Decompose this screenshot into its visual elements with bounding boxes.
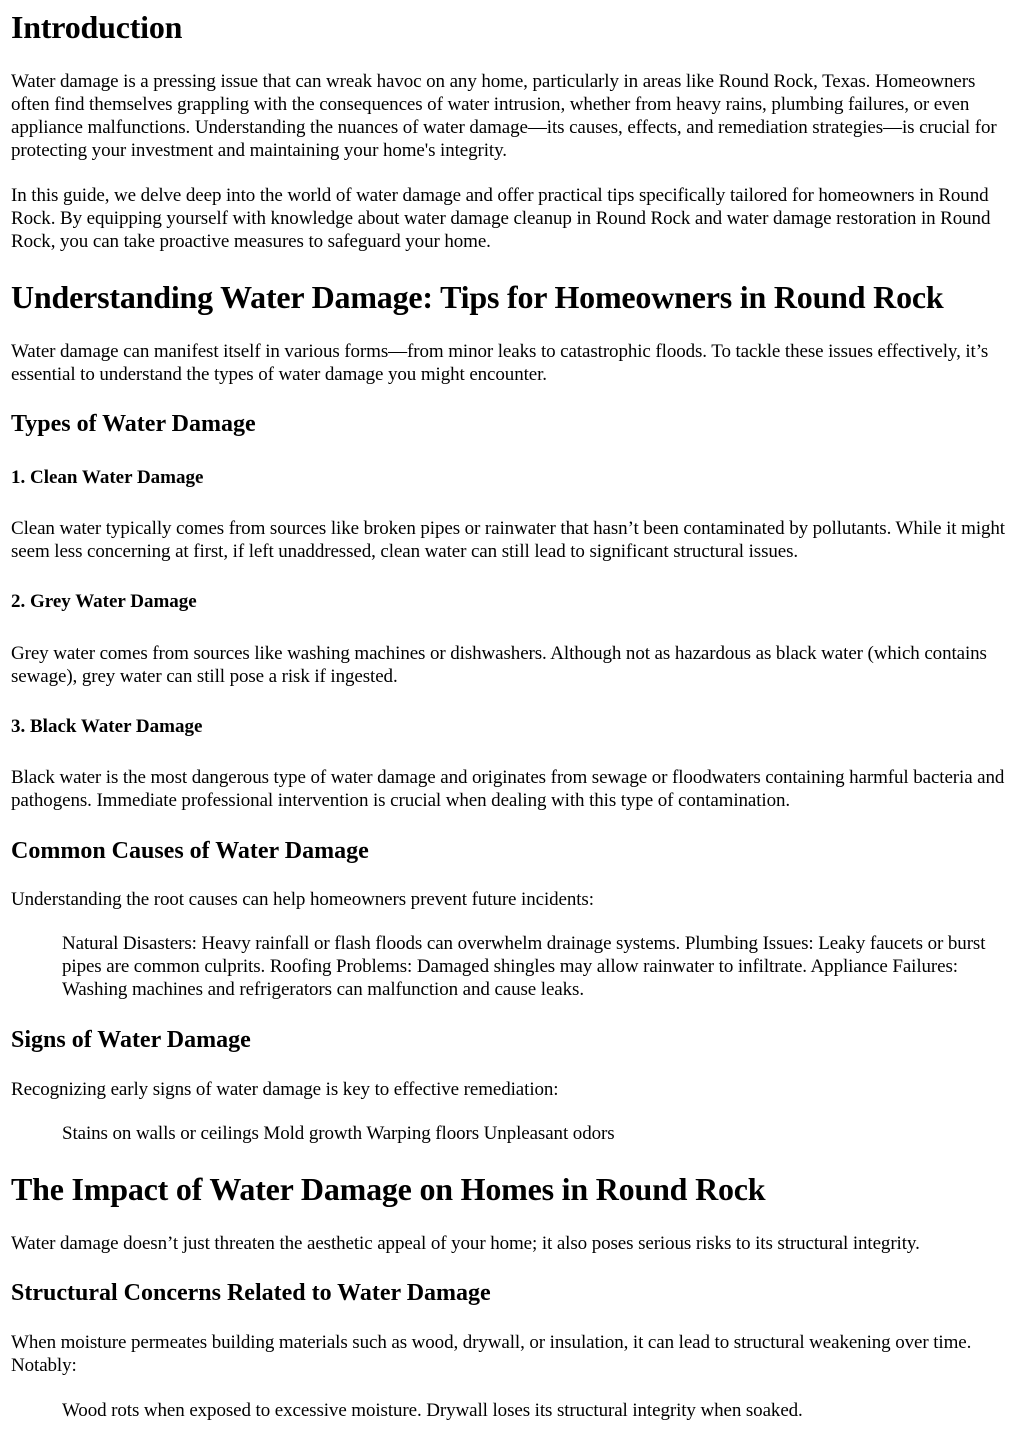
structural-paragraph: When moisture permeates building materials such as wood, drywall, or insulation, it can lead to structural weakening over time. Notably: <box>11 1332 972 1376</box>
signs-list: Stains on walls or ceilings Mold growth Warping floors Unpleasant odors <box>62 1123 615 1144</box>
signs-heading: Signs of Water Damage <box>11 1027 251 1053</box>
structural-list: Wood rots when exposed to excessive moisture. Drywall loses its structural integrity when soaked. <box>62 1400 803 1421</box>
grey-water-paragraph: Grey water comes from sources like washing machines or dishwashers. Although not as hazardous as black water (which contains sewage), grey water can still pose a risk if ingested. <box>11 643 987 687</box>
intro-heading: Introduction <box>11 9 183 45</box>
causes-heading: Common Causes of Water Damage <box>11 838 369 864</box>
causes-paragraph: Understanding the root causes can help homeowners prevent future incidents: <box>11 889 594 910</box>
impact-paragraph: Water damage doesn’t just threaten the aesthetic appeal of your home; it also poses serious risks to its structural integrity. <box>11 1233 920 1254</box>
structural-heading: Structural Concerns Related to Water Damage <box>11 1280 491 1306</box>
intro-paragraph-1: Water damage is a pressing issue that can wreak havoc on any home, particularly in areas like Round Rock, Texas. Homeowners often find themselves grappling with the consequences of water intrusion, whether from heavy rains, plumbing failures, or even appliance malfunctions. Understanding the nuances of water damage—its causes, effects, and remediation strategies—is crucial for protecting your investment and maintaining your home's integrity. <box>11 71 997 161</box>
clean-water-paragraph: Clean water typically comes from sources like broken pipes or rainwater that hasn’t been contaminated by pollutants. While it might seem less concerning at first, if left unaddressed, clean water can still lead to significant structural issues. <box>11 518 1005 562</box>
clean-water-heading: 1. Clean Water Damage <box>11 467 204 488</box>
grey-water-heading: 2. Grey Water Damage <box>11 591 197 612</box>
black-water-paragraph: Black water is the most dangerous type of water damage and originates from sewage or floodwaters containing harmful bacteria and pathogens. Immediate professional intervention is crucial when dealing with this type of contamination. <box>11 767 1005 811</box>
impact-heading: The Impact of Water Damage on Homes in Round Rock <box>11 1171 766 1207</box>
types-heading: Types of Water Damage <box>11 411 256 437</box>
intro-paragraph-2: In this guide, we delve deep into the world of water damage and offer practical tips specifically tailored for homeowners in Round Rock. By equipping yourself with knowledge about water damage cleanup in Round Rock and water damage restoration in Round Rock, you can take proactive measures to safeguard your home. <box>11 185 991 252</box>
causes-list: Natural Disasters: Heavy rainfall or flash floods can overwhelm drainage systems. Plumbing Issues: Leaky faucets or burst pipes are common culprits. Roofing Problems: Damaged shingles may allow rainwater to infiltrate. Appliance Failures: Washing machines and refrigerators can malfunction and cause leaks. <box>62 933 986 1000</box>
signs-paragraph: Recognizing early signs of water damage is key to effective remediation: <box>11 1079 559 1100</box>
understanding-paragraph: Water damage can manifest itself in various forms—from minor leaks to catastrophic floods. To tackle these issues effectively, it’s essential to understand the types of water damage you might encounter. <box>11 341 989 385</box>
black-water-heading: 3. Black Water Damage <box>11 716 203 737</box>
understanding-heading: Understanding Water Damage: Tips for Homeowners in Round Rock <box>11 279 944 315</box>
